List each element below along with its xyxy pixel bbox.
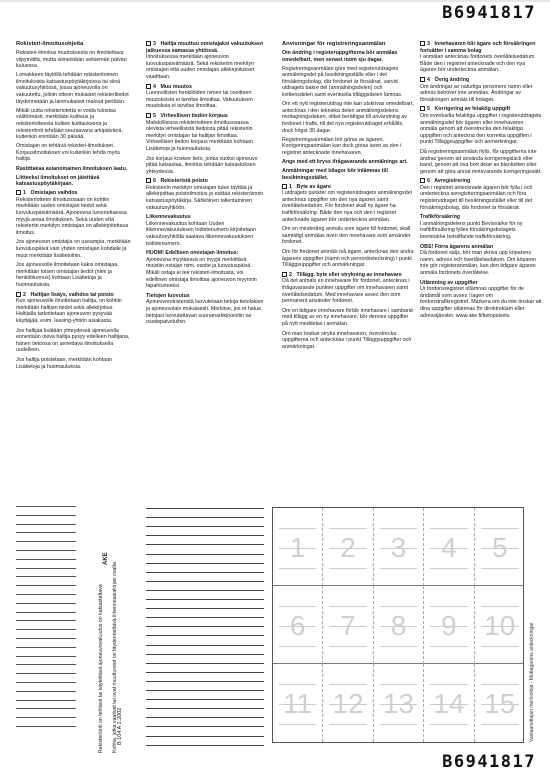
col4-item: OBS! Förra ägarens anmälan Då fordonet säljs, bör man skriva upp köparens namn, adress och överlåtelsedatum. Om köparen inte gör registeranmälan, kan den tidigare ägaren anmäla fordonets överlåtelse. xyxy=(420,243,537,276)
writing-line xyxy=(16,550,76,551)
writing-line xyxy=(146,544,264,545)
col4-item: 3 Innehavaren blir ägare och försäkringen fortsätter i samma bolag I anmälan antecknas fordonets överlåtelsedatum. Både den i registret antecknade och den nya ägaren bör underteckna anmälan. xyxy=(420,41,536,74)
checkbox-icon xyxy=(146,178,151,183)
grid-row xyxy=(273,664,523,742)
writing-line xyxy=(146,672,264,673)
grid-cell[interactable]: 7 xyxy=(323,586,373,664)
cell-guide-line xyxy=(430,684,467,685)
writing-line xyxy=(146,526,264,527)
top-stripe xyxy=(0,0,550,2)
writing-line xyxy=(16,515,76,516)
instructions-swedish-col3 xyxy=(282,41,414,503)
writing-line xyxy=(146,581,264,582)
writing-line xyxy=(146,726,264,727)
instructions-finnish-col2 xyxy=(146,41,264,551)
writing-line xyxy=(16,638,76,639)
writing-line xyxy=(146,654,264,655)
grid-cell[interactable]: 11 xyxy=(273,664,323,742)
col4-item: 5 Korrigering av felaktig uppgift Om eventuella felaktiga uppgifter i registerutdragets anmälningsdel bör ägaren eller innehavaren anmäla genom att överstrecka den felaktiga uppgiften och anteckna den korrekta uppgiften i punkt Tilläggsuppgifter och anmärkningar. xyxy=(420,106,542,146)
cell-guide-line xyxy=(380,606,417,607)
writing-line xyxy=(16,647,76,648)
cell-guide-line xyxy=(380,568,417,569)
writing-line xyxy=(16,664,76,665)
writing-line xyxy=(146,617,264,618)
col3-para: Registreringsanmälan görs med registerutdragets anmälningsdel på besiktningsställe eller i det försäkringsbolag, där fordonet är försäkrat, varvid utdragets bakre del (anmälningsdelen) och kvittensdelen samt eventuella tilläggsdelen lämnas. xyxy=(282,65,403,99)
cell-guide-line xyxy=(279,528,316,529)
writing-line xyxy=(16,673,76,674)
col1-para: Omistajan on tehtävä rekisteri-ilmoitukset. Korjausilmoituksen voi kuitenkin tehdä myös haltija. xyxy=(16,143,120,163)
cell-guide-line xyxy=(430,626,467,627)
grid-cell[interactable]: 13 xyxy=(374,664,424,742)
writing-line xyxy=(146,708,264,709)
checkbox-icon xyxy=(420,77,425,82)
grid-cell[interactable]: 4 xyxy=(424,508,474,586)
writing-line xyxy=(146,690,264,691)
col3-item: Om man önskar stryka innehavaren, överstrecka uppgifterna och antecknas i punkt Tilläggsuppgifter och anmärkningar. xyxy=(282,330,412,350)
cell-guide-line xyxy=(380,724,417,725)
col4-item: 6 Avregistrering Den i registret antecknade ägaren bör fylla i och underteckna avregistreringsanmälan och föra registerutdraget till besiktningsstället eller till det försäkringsbolag, där fordonet är försäkrat. xyxy=(420,178,533,211)
cell-guide-line xyxy=(279,724,316,725)
col3-para: Registreringsanmälan bör göras av ägaren. Korrigeringsanmälan kan dock göras även av den i registret antecknade innehavaren. xyxy=(282,136,402,156)
cell-guide-line xyxy=(380,646,417,647)
writing-line xyxy=(16,506,76,507)
writing-line xyxy=(16,603,76,604)
cell-guide-line xyxy=(481,646,519,647)
checkbox-icon xyxy=(420,106,425,111)
writing-line xyxy=(16,726,76,727)
receiver-marks-label: Vastaanottajan merkintöjä - Mottagarens anteckningar xyxy=(529,622,535,742)
cell-guide-line xyxy=(430,548,467,549)
vertical-text-2: Kohtia, jotka vaativat tai ovat muuttuneet on täydennettävä liikenneasiakirjan osalta xyxy=(112,562,118,753)
cell-guide-line xyxy=(380,626,417,627)
writing-line xyxy=(16,708,76,709)
grid-cell[interactable]: 3 xyxy=(374,508,424,586)
cell-guide-line xyxy=(279,684,316,685)
checkbox-icon xyxy=(16,292,21,297)
cell-guide-line xyxy=(279,606,316,607)
serial-number-bottom: B6941817 xyxy=(442,752,536,772)
cell-guide-line xyxy=(481,724,519,725)
writing-line xyxy=(16,691,76,692)
writing-line xyxy=(146,736,264,737)
serial-number-top: B6941817 xyxy=(442,3,536,23)
writing-line xyxy=(146,626,264,627)
vertical-text-1: Rekisteröinti on tehtävä tai käytettävä ajoneuvovakuutus on katsastettava xyxy=(98,584,104,753)
checkbox-icon xyxy=(16,190,21,195)
col3-item: Om för fordonet anmäls två ägare, antecknas den andra ägarens uppgifter (namn och personbeteckning) i punkt Tilläggsuppgifter och anmärkningar. xyxy=(282,249,414,269)
cell-guide-line xyxy=(329,684,366,685)
cell-guide-line xyxy=(380,528,417,529)
grid-cell[interactable]: 12 xyxy=(323,664,373,742)
writing-line xyxy=(16,559,76,560)
writing-line xyxy=(146,517,264,518)
writing-line xyxy=(16,717,76,718)
grid-cell[interactable]: 9 xyxy=(424,586,474,664)
checkbox-icon xyxy=(146,84,151,89)
col1-subheading: Liitteeksi ilmoitukset on jätettävä katsastuspöytäkirjaan. xyxy=(16,174,100,188)
cell-guide-line xyxy=(430,606,467,607)
writing-line xyxy=(16,585,76,586)
checkbox-icon xyxy=(420,178,425,183)
col4-item: Trafikförsäkring I anmälningsdelens punkt Bevisnärke för ny trafikförsäkring fylles försäkringsbolagets bevisnärke beträffande trafikförsäkring. xyxy=(420,214,523,241)
writing-line xyxy=(146,681,264,682)
writing-line xyxy=(146,508,264,509)
grid-cell[interactable]: 14 xyxy=(424,664,474,742)
cell-guide-line xyxy=(481,548,519,549)
cell-guide-line xyxy=(481,568,519,569)
instructions-swedish-col4 xyxy=(420,41,542,503)
col2-item: 5 Virheellisen tiedon korjaus Mahdollisissa rekisteriotteen ilmoitusosassa olevista virheellisistä tiedoista pitää rekisteriin merkityn omistajan tai haltijan ilmoittaa. Virheellisen tiedon korjaus merkitään kohtaan Lisätietoja ja huomautuksia. xyxy=(146,112,253,152)
writing-line xyxy=(146,717,264,718)
cell-guide-line xyxy=(380,548,417,549)
cell-guide-line xyxy=(329,626,366,627)
col1-para: Mikäli uutta rekisteriotetta ei voida tulostaa välittömästi, merkitään kuittaus ja rekisteriotteesta kulkee kuittauksena ja rekisteröinti tehdään seuraavana arkipäivänä, kuitenkin enintään 30 päivää. xyxy=(16,107,123,141)
cell-guide-line xyxy=(430,528,467,529)
col4-item: Då registreringsanmälan ifylls, får uppgifterna inte ändras genom att använda korrigeringslack eller band, genom att riva bort delar av blanketten eller genom att göra annat motsvarande korrigeringssätt. xyxy=(420,148,542,175)
grid-cell[interactable]: 2 xyxy=(323,508,373,586)
col2-item: Liikennevakuutus Liikennevakuutus kohtaan Uuden liikennevakuutuksen todistenumero kirjoitetaan vakuutusyhtiöltä saatava liikennevakuutuksen todistenumero. xyxy=(146,214,256,247)
writing-line xyxy=(16,568,76,569)
cell-guide-line xyxy=(329,548,366,549)
col1-item: Jos ajoneuvon omistajia on useampia, merkitään luovutuspäivä vain yhden omistajan kohdalle ja muut merkitään lisätietoihin. xyxy=(16,239,131,259)
writing-line xyxy=(16,612,76,613)
checkbox-icon xyxy=(146,113,151,118)
grid-cell[interactable]: 1 xyxy=(273,508,323,586)
checkbox-icon xyxy=(282,272,287,277)
col3-item: Om en tidigare innehavare förblir innehavare i samband med tillägg av en ny innehavare, bör dennes uppgifter på nytt meddelas i anmälan. xyxy=(282,307,413,327)
cell-guide-line xyxy=(380,684,417,685)
col3-item: Om en minderårig anmäls som ägare till fordonet, skall samtidigt anmälas även den innehavare som använder fordonet. xyxy=(282,226,411,246)
cell-guide-line xyxy=(329,646,366,647)
col4-item: 4 Övrig ändring Om ändringar av naturliga personers namn eller adress behöver inte anmälas. Ändringar av försäkringen anmäls till bolaget. xyxy=(420,76,533,103)
cell-guide-line xyxy=(279,704,316,705)
col1-para: Rekisteri-ilmoitus muutoksesta on ilmoitettava viipymättä, mutta viimeistään seitsemän päivän kuluessa. xyxy=(16,50,127,70)
col1-heading: Rekisteri-ilmoitusohjeita xyxy=(16,41,84,47)
cell-guide-line xyxy=(430,568,467,569)
grid-cell[interactable]: 6 xyxy=(273,586,323,664)
writing-lines-middle[interactable] xyxy=(146,508,264,756)
instructions-finnish-col1 xyxy=(16,41,131,561)
cell-guide-line xyxy=(329,606,366,607)
col1-item: Jos ajoneuvolle ilmoitetaan kaksi omistajaa, merkitään toisen omistajan tiedot (nimi ja henkilötunnus) kohtaan Lisätietoja ja huomautuksia. xyxy=(16,262,119,288)
col2-item: Tietojen luovutus Ajoneuvorekisteristä luovutetaan tietoja tietolakien ja ajoneuvolain mukaisesti. Merkitse, jos et halua tietojasi luovutettavan suoramarkkinointiin tai osoitepalveluihin. xyxy=(146,292,264,326)
col1-section-title: Rastittakaa asianomainen ilmoituksen laatu. xyxy=(16,165,128,172)
cell-guide-line xyxy=(481,684,519,685)
cell-guide-line xyxy=(481,528,519,529)
col2-item: Jos korjaus koskee tieto, jonka vuoksi ajoneuvo pitää katsastaa, ilmoitus tehdään katsastuksen yhteydessä. xyxy=(146,155,258,175)
writing-line xyxy=(16,700,76,701)
writing-line xyxy=(146,699,264,700)
cell-guide-line xyxy=(481,626,519,627)
col3-para: Om ett nytt registerutdrag inte kan utskrivas omedelbart, antecknas i den tekniska delen anmälningsdelens mottagningsdatum, vilket berättigar till användning av fordonet i trafik, till det nya registerutdraget erhållits, dock högst 30 dagar. xyxy=(282,101,414,134)
grid-cell[interactable]: 5 xyxy=(475,508,525,586)
col4-item: Utlämning av uppgifter Ur fordonsregistret utlämnas uppgifter för de ändamål som avses i lagen om fordonstrafikregistret. Markera om du inte önskar att dina uppgifter utlämnas för direktreklam eller adresstjänster. www.ake.fi/tietopalvelu xyxy=(420,279,542,319)
cell-guide-line xyxy=(279,548,316,549)
cell-guide-line xyxy=(430,646,467,647)
writing-line xyxy=(16,629,76,630)
grid-row xyxy=(273,508,523,586)
writing-line xyxy=(146,535,264,536)
grid-row xyxy=(273,586,523,664)
grid-cell[interactable]: 15 xyxy=(475,664,525,742)
checkbox-icon xyxy=(282,184,287,189)
cell-guide-line xyxy=(380,704,417,705)
col3-heading: Anvisningar för registreringsanmälan xyxy=(282,41,386,47)
cell-guide-line xyxy=(430,704,467,705)
cell-guide-line xyxy=(329,704,366,705)
writing-line xyxy=(16,532,76,533)
writing-line xyxy=(146,745,264,746)
cell-guide-line xyxy=(481,606,519,607)
writing-line xyxy=(16,620,76,621)
col1-item: 1 Omistajan vaihdos Rekisteriotteen ilmoitusosaan on kohtiin merkitään uuden omistajan tiedot sekä luovutuspäivämäärä. Ajoneuvoa luovutettaessa myyjä antaa ilmoituksen. Sekä uuden että rekisteriin merkityn omistajan on allekirjoitettava ilmoitus. xyxy=(16,190,129,236)
writing-line xyxy=(146,663,264,664)
writing-line xyxy=(16,682,76,683)
cell-guide-line xyxy=(430,724,467,725)
cell-guide-line xyxy=(481,704,519,705)
form-code: B 104 A 1.2002 xyxy=(117,707,123,745)
col1-item: Jos haltija poistetaan, merkitään kohtaan Lisätietoja ja huomautuksia. xyxy=(16,356,112,370)
ake-label: AKE xyxy=(103,552,109,565)
writing-line xyxy=(146,599,264,600)
receiver-marking-grid xyxy=(272,507,524,743)
col1-para: Lomakkeen täytöllä tehdään rekisteritoimen ilmoituksista katsastuspöytäkirjoissa tai siinä vakuutusyhtiössä, jossa ajoneuvolla on vakuutettu, jolloin otteen mukaiset rekisteritiedot täydennetään ja lainmukaiset maksut peritään. xyxy=(16,72,129,105)
cell-guide-line xyxy=(279,626,316,627)
vertical-notice xyxy=(98,553,128,753)
writing-line xyxy=(16,576,76,577)
cell-guide-line xyxy=(329,568,366,569)
col3-item: 1 Byte av ägare I utdragets punkter om registerutdragets anmälningsdel antecknas uppgifter om den nya ägaren samt överlåtelsedatum. För fordonet skall ny ägare ha trafikförsäkring. Både den nya och den i registret antecknade ägaren bör underteckna anmälan. xyxy=(282,183,412,223)
cell-guide-line xyxy=(329,724,366,725)
cell-guide-line xyxy=(279,568,316,569)
col3-para: Om ändring i registeruppgifterna bör anmälas omedelbart, men senast inom sju dagar. xyxy=(282,50,398,63)
col2-item: 4 Muu muutos Luonnollisten henkilöiden nimen tai osoitteen muutoksista ei tarvitse ilmoittaa. Vakuutuksen muutoksia ei tarvitse ilmoittaa. xyxy=(146,83,253,110)
writing-line xyxy=(146,590,264,591)
col3-section-title: Ange med ett kryss ifrågavarande anmälnings art. xyxy=(282,158,408,165)
col3-item: 2 Tillägg, byte eller strykning av innehavare Då det anmäls en innehavare för fordonet, antecknas i ifrågavarande punkter uppgifter om innehavaren samt överlåtelsedatum. Med innehavare avses den som permanent använder fordonet. xyxy=(282,271,410,305)
checkbox-icon xyxy=(146,41,151,46)
col2-item: HUOM! Edellisen omistajan ilmoitus: Ajoneuvoa myytäessä on myyjä merkittävä muistiin ostajan nimi, osoite ja luovutuspäivä. Mikäli ostaja ei tee rekisteri-ilmoitusta, voi edellinen omistaja ilmoittaa ajoneuvon myynnin tapahtuneeksi. xyxy=(146,250,257,290)
grid-cell[interactable]: 8 xyxy=(374,586,424,664)
col2-item: 6 Rekisteristä poisto Rekisteriin merkityn omistajan tulee täyttää ja allekirjoittaa poistoilmoitus ja esittää rekisteröinnin katsastuspöytäkirja. Sähköinen tallentaminen vakuutusyhtiöön. xyxy=(146,178,264,211)
col1-item: Jos haltijaa lisätään yhteydessä ajoneuvolla ennestään oleva haltija pysyy edelleen haltijana, hänen tietonsa on annettava ilmoituksella uudelleen. xyxy=(16,327,130,354)
writing-line xyxy=(146,608,264,609)
col1-item: 2 Haltijan lisäys, vaihdos tai poisto Kun ajoneuvolle ilmoitetaan haltija, on kohtiin merkitään haltijan tiedot sekä allekirjoitus. Haltijalla tarkoitetaan ajoneuvon pysyvää käyttäjää, esim. leasing-yhtiön asiakasta. xyxy=(16,291,122,324)
writing-line xyxy=(146,635,264,636)
writing-line xyxy=(16,594,76,595)
writing-line xyxy=(146,563,264,564)
grid-cell[interactable]: 10 xyxy=(475,586,525,664)
writing-line xyxy=(146,645,264,646)
writing-lines-left[interactable] xyxy=(16,506,76,736)
writing-line xyxy=(16,541,76,542)
writing-line xyxy=(146,572,264,573)
cell-guide-line xyxy=(279,646,316,647)
writing-line xyxy=(16,524,76,525)
writing-line xyxy=(146,554,264,555)
col3-subheading: Anmälningar med bilagor bör inlämnas till besiktningsstället. xyxy=(282,168,388,181)
col2-item: 3 Haltija muuttuu omistajaksi vakuutuksen jatkuessa samassa yhtiössä. Ilmoituksessa merkitään ajoneuvon luovutuspäivämäärä. Sekä rekisteriin merkityn omistajan että uuden omistajan allekirjoitukset vaaditaan. xyxy=(146,41,264,80)
writing-line xyxy=(16,656,76,657)
cell-guide-line xyxy=(329,528,366,529)
checkbox-icon xyxy=(420,41,425,46)
